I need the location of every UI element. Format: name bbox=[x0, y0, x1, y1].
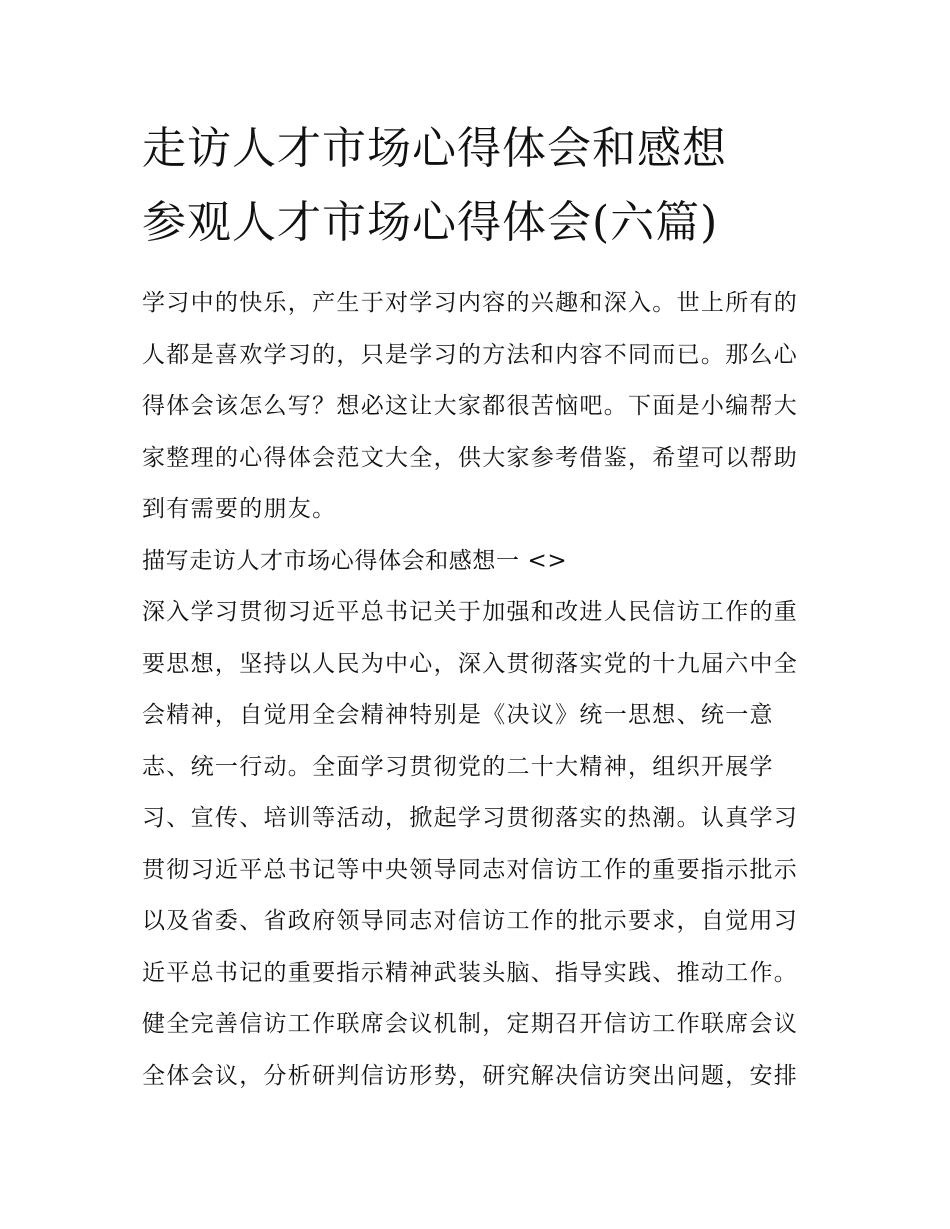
title-line-2: 参观人才市场心得体会(六篇) bbox=[142, 197, 719, 248]
section-line: 健全完善信访工作联席会议机制，定期召开信访工作联席会议 bbox=[142, 1011, 799, 1037]
section-line: 会精神，自觉用全会精神特别是《决议》统一思想、统一意 bbox=[142, 702, 774, 728]
intro-line: 得体会该怎么写？想必这让大家都很苦恼吧。下面是小编帮大 bbox=[142, 393, 799, 419]
section-line: 全体会议，分析研判信访形势，研究解决信访突出问题，安排 bbox=[142, 1062, 799, 1089]
document-body bbox=[142, 278, 822, 1102]
intro-line: 学习中的快乐，产生于对学习内容的兴趣和深入。世上所有的 bbox=[142, 290, 799, 316]
intro-line: 人都是喜欢学习的，只是学习的方法和内容不同而已。那么心 bbox=[142, 341, 799, 368]
section-line: 近平总书记的重要指示精神武装头脑、指导实践、推动工作。 bbox=[142, 959, 799, 986]
section-line: 以及省委、省政府领导同志对信访工作的批示要求，自觉用习 bbox=[142, 908, 799, 934]
section-line: 习、宣传、培训等活动，掀起学习贯彻落实的热潮。认真学习 bbox=[142, 805, 799, 831]
section-line: 深入学习贯彻习近平总书记关于加强和改进人民信访工作的重 bbox=[142, 599, 799, 625]
section-line: 志、统一行动。全面学习贯彻党的二十大精神，组织开展学 bbox=[142, 753, 774, 780]
section-heading: 描写走访人才市场心得体会和感想一 <> bbox=[142, 547, 568, 574]
document-title bbox=[142, 112, 822, 260]
section-line: 要思想，坚持以人民为中心，深入贯彻落实党的十九届六中全 bbox=[142, 650, 799, 677]
title-line-1: 走访人才市场心得体会和感想 bbox=[142, 123, 727, 174]
intro-line: 家整理的心得体会范文大全，供大家参考借鉴，希望可以帮助 bbox=[142, 444, 799, 471]
section-line: 贯彻习近平总书记等中央领导同志对信访工作的重要指示批示 bbox=[142, 856, 799, 883]
intro-line: 到有需要的朋友。 bbox=[142, 496, 337, 522]
